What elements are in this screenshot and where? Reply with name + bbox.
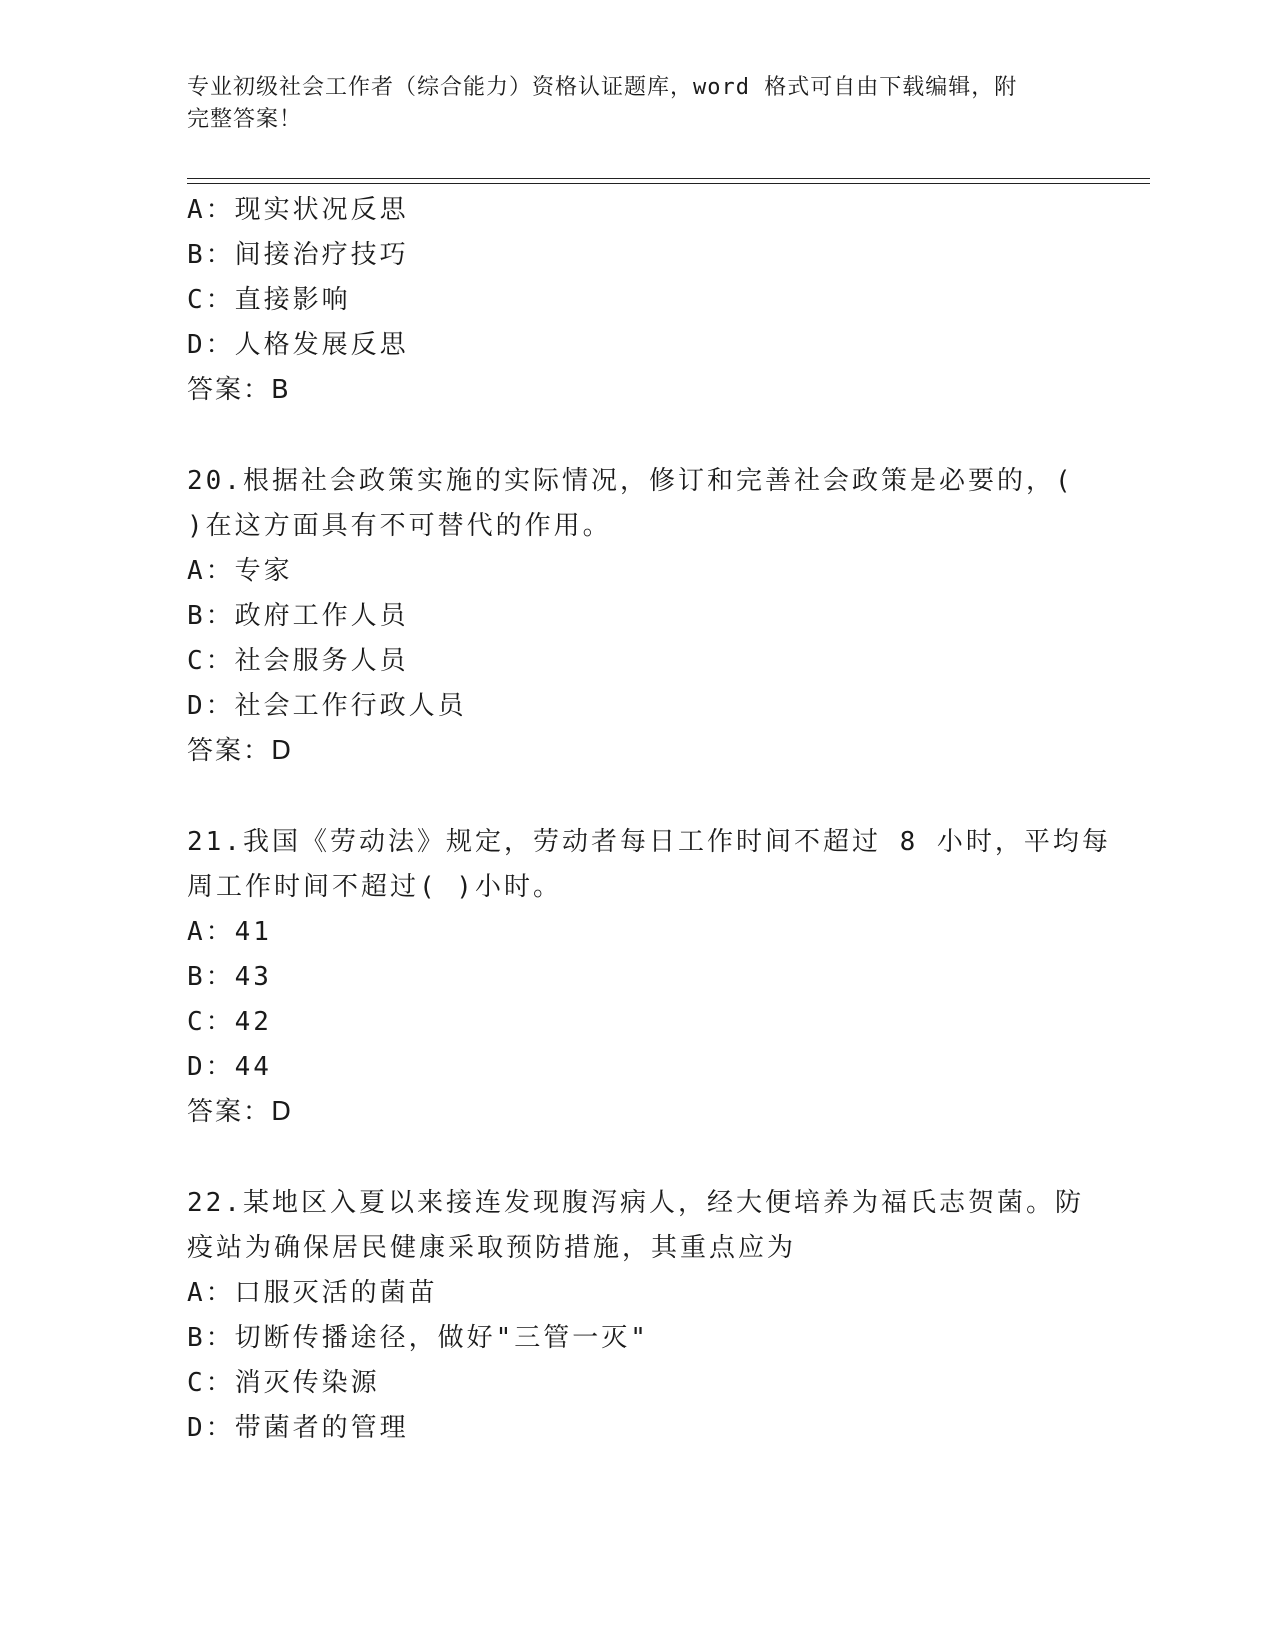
header-line-2: 完整答案！ xyxy=(187,107,303,132)
option-c: C：直接影响 xyxy=(187,285,351,315)
question-text-line-2: )在这方面具有不可替代的作用。 xyxy=(187,511,612,541)
question-20 xyxy=(187,459,1087,774)
option-d: D：人格发展反思 xyxy=(187,330,409,360)
option-c: C：消灭传染源 xyxy=(187,1368,380,1398)
option-b: B：政府工作人员 xyxy=(187,601,409,631)
answer: 答案：D xyxy=(187,736,294,766)
option-b: B：切断传播途径，做好"三管一灭" xyxy=(187,1323,649,1353)
question-text-line-1: 20.根据社会政策实施的实际情况，修订和完善社会政策是必要的，( xyxy=(187,466,1074,496)
option-a: A：41 xyxy=(187,917,272,947)
option-d: D：带菌者的管理 xyxy=(187,1413,409,1443)
option-a: A：专家 xyxy=(187,556,293,586)
question-19 xyxy=(187,188,1087,413)
question-text-line-1: 22.某地区入夏以来接连发现腹泻病人，经大便培养为福氏志贺菌。防 xyxy=(187,1188,1084,1218)
header-divider-top xyxy=(187,178,1150,179)
option-b: B：43 xyxy=(187,962,272,992)
option-a: A：现实状况反思 xyxy=(187,195,409,225)
option-a: A：口服灭活的菌苗 xyxy=(187,1278,438,1308)
option-d: D：44 xyxy=(187,1052,272,1082)
question-text-line-2: 周工作时间不超过( )小时。 xyxy=(187,872,562,902)
answer: 答案：B xyxy=(187,375,291,405)
option-c: C：42 xyxy=(187,1007,272,1037)
option-c: C：社会服务人员 xyxy=(187,646,409,676)
question-text-line-2: 疫站为确保居民健康采取预防措施，其重点应为 xyxy=(187,1233,797,1263)
option-d: D：社会工作行政人员 xyxy=(187,691,467,721)
question-21 xyxy=(187,820,1111,1135)
question-content xyxy=(187,188,1111,1451)
header-divider-bottom xyxy=(187,183,1150,184)
option-b: B：间接治疗技巧 xyxy=(187,240,409,270)
question-22 xyxy=(187,1181,1087,1451)
header-line-1: 专业初级社会工作者（综合能力）资格认证题库，word 格式可自由下载编辑，附 xyxy=(187,75,1018,100)
answer: 答案：D xyxy=(187,1097,294,1127)
question-text-line-1: 21.我国《劳动法》规定，劳动者每日工作时间不超过 8 小时，平均每 xyxy=(187,827,1111,857)
document-header xyxy=(187,72,1067,136)
